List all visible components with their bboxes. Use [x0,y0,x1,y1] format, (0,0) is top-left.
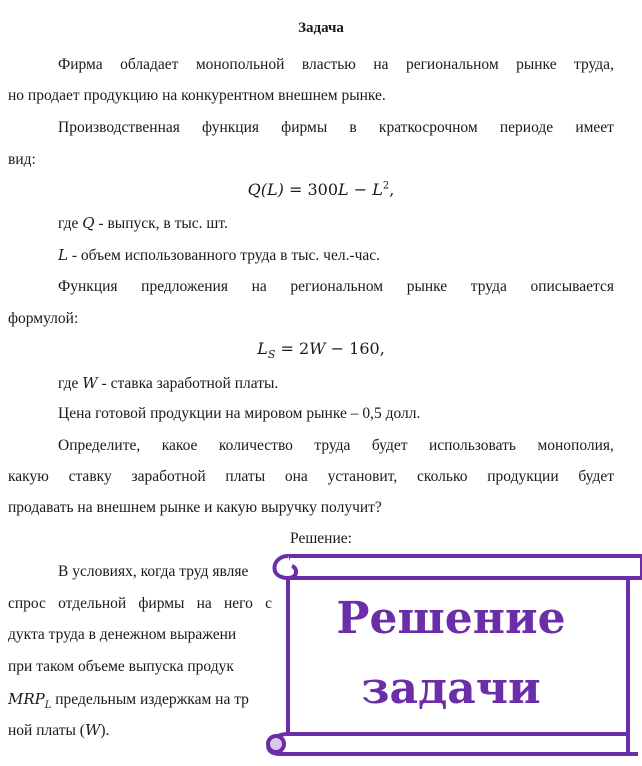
word: монопольной [195,56,285,73]
word: обладает [120,56,179,73]
word: функция [202,119,259,136]
paragraph-2-line-2: вид: [8,151,36,168]
solution-line-5: $MRP_L$ предельным издержкам на тр [8,690,249,711]
word: монополия, [537,437,614,454]
word: Производственная [58,119,180,136]
word: рынке [516,56,557,73]
word: какую [8,468,49,485]
word: с [265,595,272,612]
word: заработной [131,468,206,485]
word: на [373,56,389,73]
banner-line-2: задачи [361,663,541,714]
solution-line-1: В условиях, когда труд являе [58,563,249,580]
price-line: Цена готовой продукции на мировом рынке – 0,5 долл. [58,405,421,422]
word: рынке [406,278,448,295]
word: региональном [290,278,384,295]
task-heading: Задача [298,20,344,36]
word: на [251,278,267,295]
paragraph-1-line-2: но продает продукцию на конкурентном внешнем рынке. [8,87,386,104]
word: спрос [8,595,46,612]
where-q-line: где Q - выпуск, в тыс. шт. [58,214,228,232]
word: будет [371,437,408,454]
labor-supply-formula: $L_S = 2W - 160$, [257,339,385,362]
solution-heading: Решение: [290,530,352,547]
where-w-line: где W - ставка заработной платы. [58,374,279,392]
word: описывается [530,278,614,295]
word: сколько [416,468,468,485]
paragraph-3-line-1 [58,277,614,297]
word: региональном [405,56,499,73]
word: она [284,468,308,485]
word: в [349,119,357,136]
word: периоде [499,119,554,136]
word: на [196,595,212,612]
word: имеет [575,119,614,136]
solution-banner [258,548,642,756]
word: какое [161,437,198,454]
scroll-shape [258,548,642,756]
banner-line-1: Решение [336,593,566,644]
word: Функция [58,278,118,295]
solution-line-6: ной платы (W). [8,721,110,739]
word: использовать [428,437,516,454]
word: фирмы [138,595,185,612]
question-line-1 [58,436,614,456]
word: отдельной [58,595,127,612]
solution-line-2 [8,594,272,614]
word: властью [301,56,356,73]
production-function-formula: $Q(L) = 300L - L^2$, [247,180,395,199]
word: него [224,595,253,612]
word: установит, [327,468,398,485]
solution-line-4: при таком объеме выпуска продук [8,658,234,675]
paragraph-1-line-1 [58,55,614,75]
word: Фирма [58,56,103,73]
word: платы [225,468,266,485]
word: предложения [141,278,228,295]
word: труда, [574,56,614,73]
solution-line-3: дукта труда в денежном выражени [8,626,237,643]
where-l-line: L - объем использованного труда в тыс. чел.-час. [58,246,381,264]
word: количество [218,437,293,454]
word: будет [578,468,614,485]
question-line-2 [8,467,614,487]
word: труда [314,437,351,454]
word: труда [470,278,507,295]
word: ставку [68,468,112,485]
word: краткосрочном [378,119,478,136]
paragraph-2-line-1 [58,118,614,138]
word: Определите, [58,437,141,454]
question-line-3: продавать на внешнем рынке и какую выручку получит? [8,499,382,516]
word: фирмы [281,119,328,136]
word: продукции [487,468,559,485]
paragraph-3-line-2: формулой: [8,310,79,327]
